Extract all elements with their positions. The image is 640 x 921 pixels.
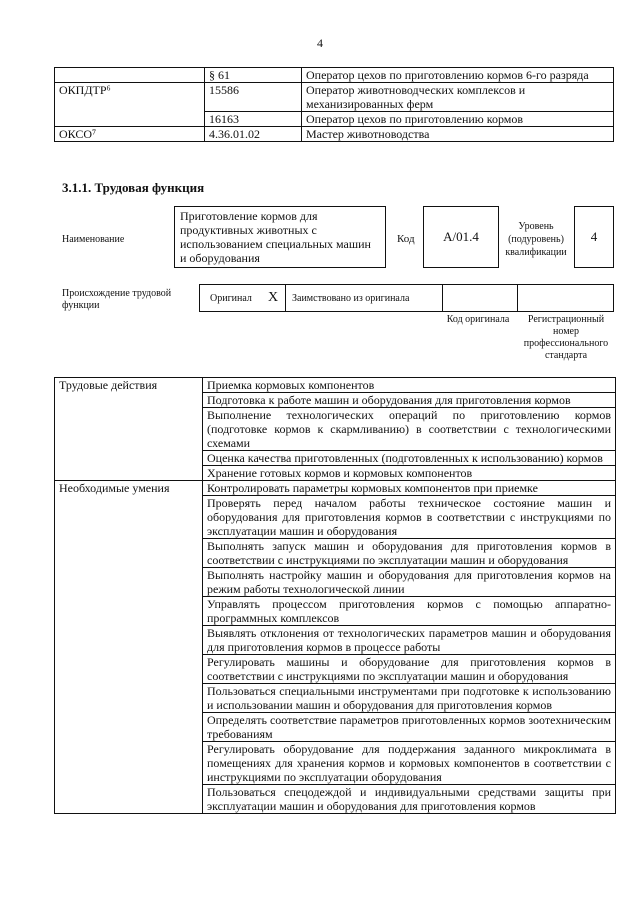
- list-item: Выполнение технологических операций по приготовлению кормов (подготовке кормов к скармливанию) в соответствии с технологическими схемами: [203, 408, 616, 451]
- list-item: Подготовка к работе машин и оборудования для приготовления кормов: [203, 393, 616, 408]
- title-cell: Оператор цехов по приготовлению кормов 6-го разряда: [302, 68, 614, 83]
- list-item: Пользоваться специальными инструментами при подготовке к использованию и использовании машин и оборудования для приготовления кормов: [203, 684, 616, 713]
- list-item: Управлять процессом приготовления кормов с помощью аппаратно-программных комплексов: [203, 597, 616, 626]
- divider: [442, 284, 443, 312]
- list-item: Оценка качества приготовленных (подготовленных к использованию) кормов: [203, 451, 616, 466]
- list-item: Выполнять настройку машин и оборудования для приготовления кормов на режим работы технологической линии: [203, 568, 616, 597]
- code-value: A/01.4: [443, 229, 479, 244]
- code-cell: 16163: [205, 112, 302, 127]
- title-cell: Мастер животноводства: [302, 127, 614, 142]
- page-number: 4: [317, 36, 323, 50]
- classifier-cell: [55, 68, 205, 83]
- list-item: Регулировать оборудование для поддержания заданного микроклимата в помещениях для хранения кормов и кормовых компонентов в соответствии с инструкциями по эксплуатации оборудования: [203, 742, 616, 785]
- table-row: [55, 83, 614, 112]
- list-item: Выполнять запуск машин и оборудования для приготовления кормов в соответствии с инструкциями по эксплуатации машин и оборудования: [203, 539, 616, 568]
- borrowed-label: Заимствовано из оригинала: [292, 293, 410, 304]
- section-title: 3.1.1. Трудовая функция: [62, 180, 205, 195]
- origin-label: Происхождение трудовой функции: [62, 288, 172, 311]
- list-item: Проверять перед началом работы техническое состояние машин и оборудования для приготовления кормов в соответствии с инструкциями по эксплуатации машин и оборудования: [203, 496, 616, 539]
- classifier-cell: ОКПДТР⁶: [55, 83, 205, 127]
- divider: [285, 284, 286, 312]
- name-label: Наименование: [62, 234, 125, 245]
- actions-skills-table: [54, 377, 616, 814]
- table-row: [55, 127, 614, 142]
- original-label: Оригинал: [210, 293, 252, 304]
- code-cell: 4.36.01.02: [205, 127, 302, 142]
- original-mark: X: [268, 290, 279, 305]
- table-row: [55, 378, 616, 393]
- list-item: Приемка кормовых компонентов: [203, 378, 616, 393]
- title-cell: Оператор животноводческих комплексов и механизированных ферм: [302, 83, 614, 112]
- classifier-cell: ОКСО⁷: [55, 127, 205, 142]
- list-item: Контролировать параметры кормовых компонентов при приемке: [203, 481, 616, 496]
- title-cell: Оператор цехов по приготовлению кормов: [302, 112, 614, 127]
- level-box: [574, 206, 614, 268]
- function-name-box: [174, 206, 386, 268]
- list-item: Определять соответствие параметров приготовленных кормов зоотехническим требованиям: [203, 713, 616, 742]
- code-cell: § 61: [205, 68, 302, 83]
- divider: [517, 284, 518, 312]
- reg-number-caption: Регистрационный номер профессионального стандарта: [523, 314, 609, 361]
- table-row: [55, 481, 616, 496]
- code-original-caption: Код оригинала: [446, 314, 510, 325]
- labor-actions-label: Трудовые действия: [55, 378, 203, 481]
- code-cell: 15586: [205, 83, 302, 112]
- list-item: Регулировать машины и оборудование для приготовления кормов в соответствии с инструкциями по эксплуатации машин и оборудования: [203, 655, 616, 684]
- code-label: Код: [397, 233, 415, 245]
- level-label: Уровень (подуровень) квалификации: [505, 221, 567, 258]
- level-value: 4: [590, 229, 598, 244]
- function-name-value: Приготовление кормов для продуктивных животных с использованием специальных машин и оборудования: [180, 209, 371, 265]
- list-item: Выявлять отклонения от технологических параметров машин и оборудования для приготовления кормов в процессе работы: [203, 626, 616, 655]
- classification-table: [54, 67, 614, 142]
- list-item: Хранение готовых кормов и кормовых компонентов: [203, 466, 616, 481]
- code-box: [423, 206, 499, 268]
- table-row: [55, 68, 614, 83]
- required-skills-label: Необходимые умения: [55, 481, 203, 814]
- list-item: Пользоваться спецодеждой и индивидуальными средствами защиты при эксплуатации машин и оборудования для приготовления кормов: [203, 785, 616, 814]
